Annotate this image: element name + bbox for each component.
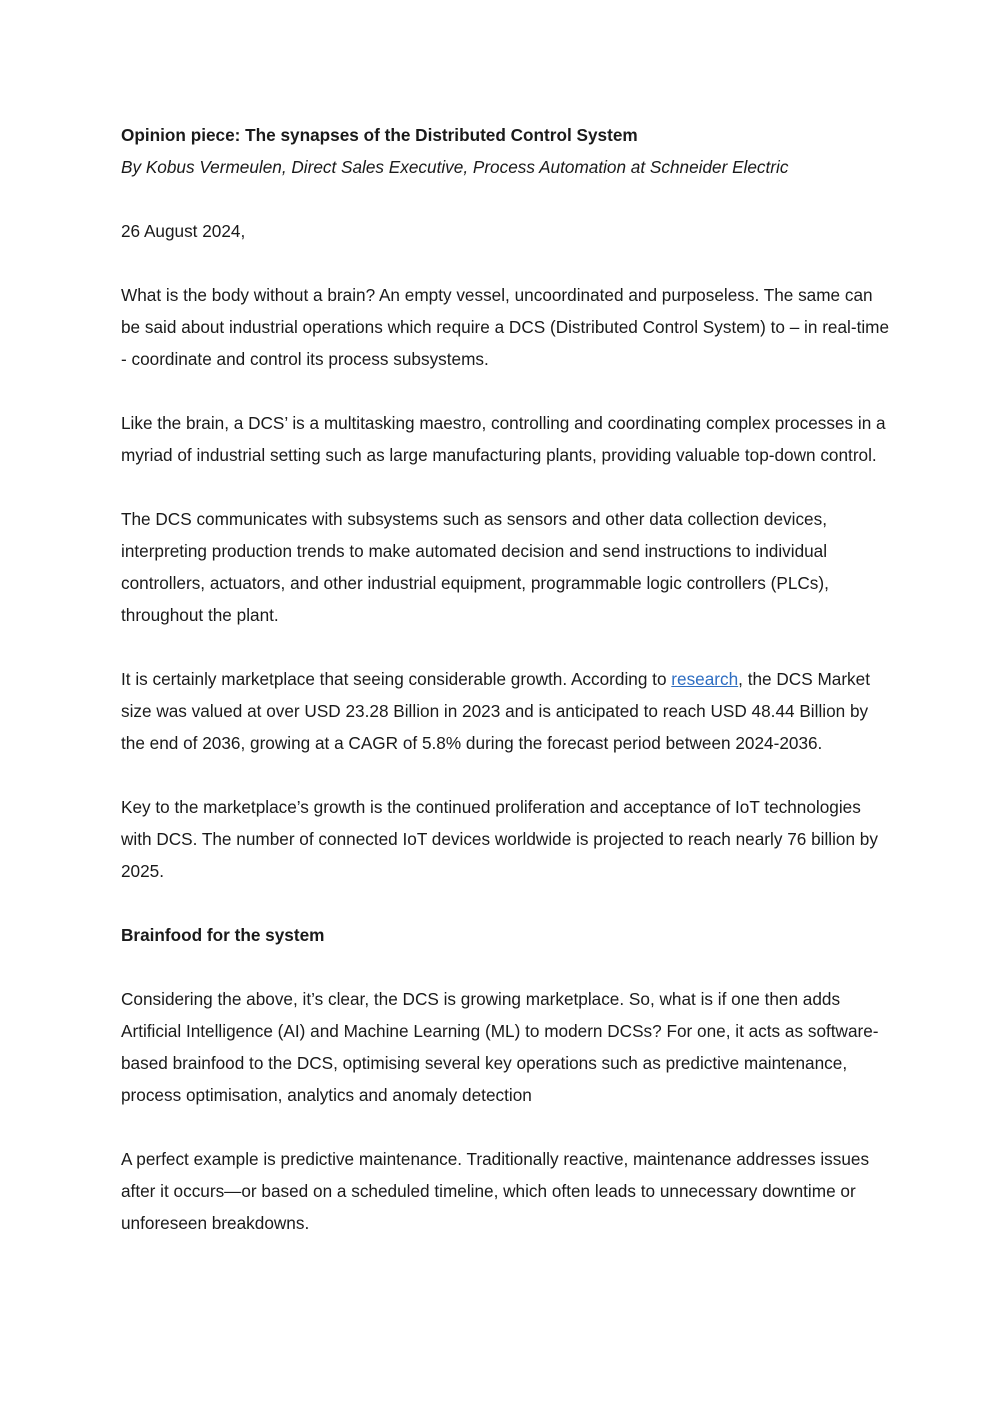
paragraph-brain-analogy: Like the brain, a DCS’ is a multitasking maestro, controlling and coordinating complex processes in a myriad of industrial setting such as large manufacturing plants, providing valuable top-down control. [121,413,886,465]
article-byline: By Kobus Vermeulen, Direct Sales Executive, Process Automation at Schneider Electric [121,157,789,177]
paragraph-dcs-communication: The DCS communicates with subsystems such as sensors and other data collection devices, interpreting production trends to make automated decision and send instructions to individual controllers, actuators, and other industrial equipment, programmable logic controllers (PLCs), throughout the plant. [121,509,829,625]
paragraph-iot: Key to the marketplace’s growth is the continued proliferation and acceptance of IoT technologies with DCS. The number of connected IoT devices worldwide is projected to reach nearly 76 billion by 2025. [121,797,878,881]
paragraph-market-growth [121,663,891,759]
section-heading-brainfood: Brainfood for the system [121,925,325,945]
market-growth-text-end: , the DCS Market size was valued at over USD 23.28 Billion in 2023 and is anticipated to reach USD 48.44 Billion by the end of 2036, growing at a CAGR of 5.8% during the forecast period between 2024-2036. [121,669,870,753]
paragraph-ai-ml: Considering the above, it’s clear, the DCS is growing marketplace. So, what is if one then adds Artificial Intelligence (AI) and Machine Learning (ML) to modern DCSs? For one, it acts as software-based brainfood to the DCS, optimising several key operations such as predictive maintenance, process optimisation, analytics and anomaly detection [121,989,879,1105]
research-link[interactable]: research [671,669,739,689]
market-growth-text-start: It is certainly marketplace that seeing considerable growth. According to [121,669,672,689]
article-title: Opinion piece: The synapses of the Distributed Control System [121,125,638,145]
article-date: 26 August 2024, [121,221,246,241]
paragraph-intro: What is the body without a brain? An empty vessel, uncoordinated and purposeless. The same can be said about industrial operations which require a DCS (Distributed Control System) to – in real-time - coordinate and control its process subsystems. [121,285,890,369]
paragraph-predictive-maintenance: A perfect example is predictive maintenance. Traditionally reactive, maintenance addresses issues after it occurs—or based on a scheduled timeline, which often leads to unnecessary downtime or unforeseen breakdowns. [121,1149,870,1233]
document-page [121,119,891,1239]
